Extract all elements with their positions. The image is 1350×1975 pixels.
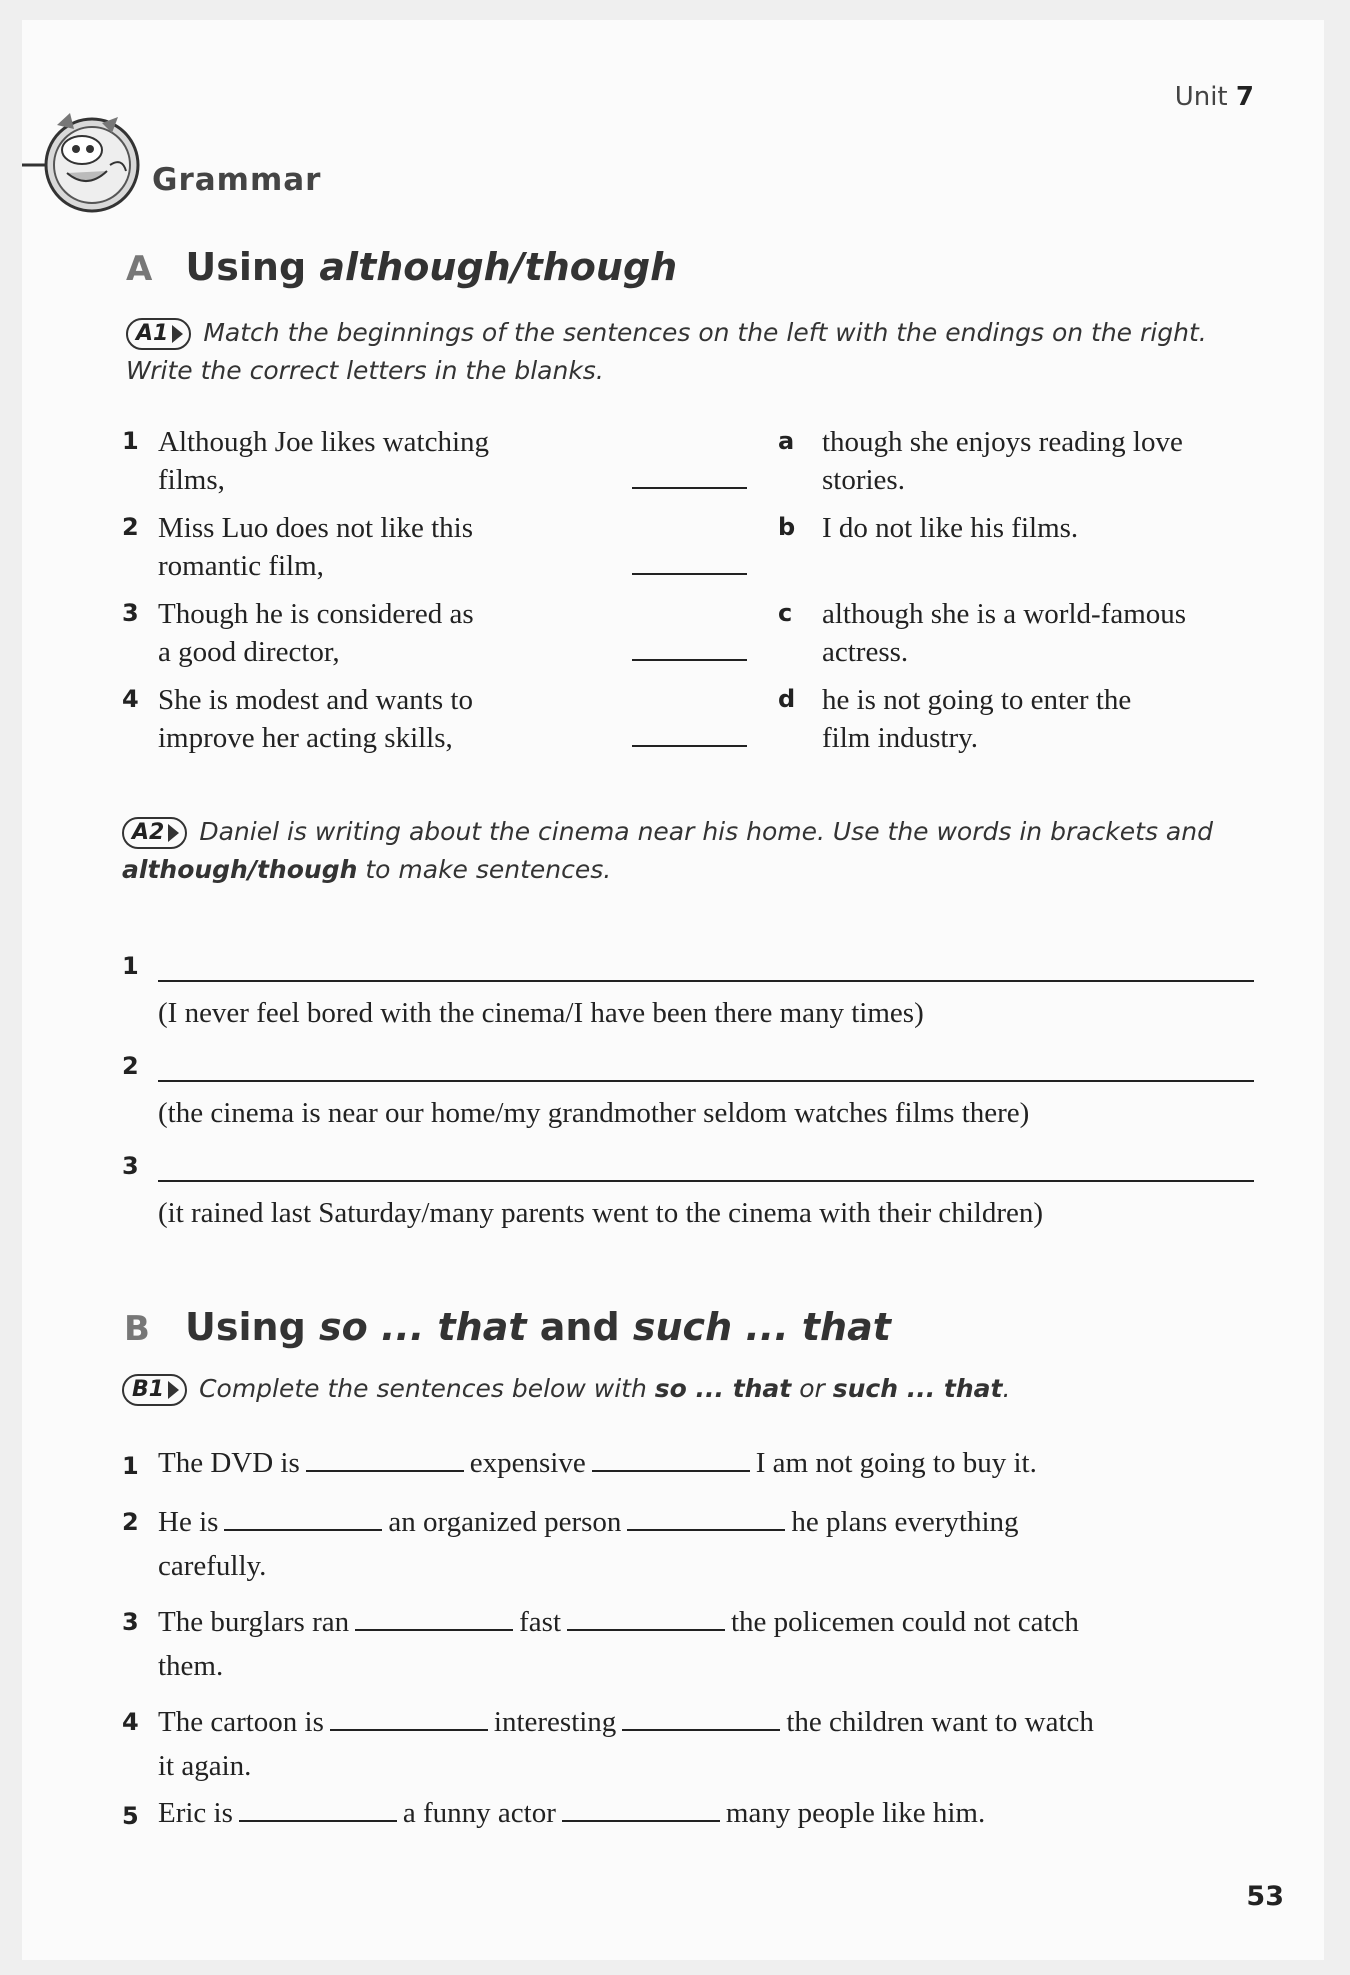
a2-instruction-rest: to make sentences. bbox=[357, 855, 612, 884]
a2-hint: (the cinema is near our home/my grandmother seldom watches films there) bbox=[158, 1097, 1030, 1129]
a1-instruction-line1: Match the beginnings of the sentences on the left with the endings on the right. bbox=[203, 318, 1207, 347]
section-b-heading-part: and bbox=[526, 1305, 633, 1349]
play-icon bbox=[172, 325, 183, 343]
b1-badge: B1 bbox=[122, 1374, 187, 1406]
item-number: 1 bbox=[122, 952, 139, 980]
item-number: 5 bbox=[122, 1802, 139, 1830]
item-text: fast bbox=[519, 1606, 561, 1638]
item-letter: d bbox=[778, 685, 796, 713]
grammar-mascot-icon bbox=[22, 105, 152, 215]
b1-instruction-part: or bbox=[791, 1374, 833, 1403]
section-a-heading-prefix: Using bbox=[185, 245, 320, 289]
unit-text: Unit bbox=[1174, 82, 1228, 112]
a2-instruction-line1: Daniel is writing about the cinema near his home. Use the words in brackets and bbox=[199, 817, 1213, 846]
item-text: The cartoon is bbox=[158, 1706, 324, 1738]
workbook-page bbox=[22, 20, 1324, 1960]
a1-answer-blank-4[interactable] bbox=[632, 745, 747, 747]
unit-label bbox=[1175, 82, 1254, 112]
item-number: 2 bbox=[122, 1052, 139, 1080]
item-text: them. bbox=[158, 1650, 224, 1682]
a2-answer-line-2[interactable] bbox=[158, 1078, 1254, 1082]
item-number: 1 bbox=[122, 427, 139, 455]
section-b-heading bbox=[124, 1305, 891, 1349]
item-text: though she enjoys reading love bbox=[822, 426, 1183, 458]
item-text: He is bbox=[158, 1506, 219, 1538]
item-text: expensive bbox=[469, 1447, 586, 1479]
item-text: an organized person bbox=[388, 1506, 622, 1538]
section-b-heading-part: such ... that bbox=[632, 1305, 891, 1349]
a2-answer-line-1[interactable] bbox=[158, 978, 1254, 982]
b1-instructions bbox=[122, 1370, 1010, 1408]
item-number: 3 bbox=[122, 599, 139, 627]
item-text: She is modest and wants to bbox=[158, 684, 473, 716]
item-text: it again. bbox=[158, 1750, 252, 1782]
a2-instructions bbox=[122, 813, 1262, 889]
item-text: a good director, bbox=[158, 636, 340, 668]
section-a-heading-italic: although/though bbox=[319, 245, 678, 289]
a1-answer-blank-1[interactable] bbox=[632, 487, 747, 489]
section-title: Grammar bbox=[152, 162, 322, 198]
item-text: a funny actor bbox=[402, 1797, 556, 1829]
item-text: Eric is bbox=[158, 1797, 233, 1829]
item-text: Though he is considered as bbox=[158, 598, 474, 630]
item-text: although she is a world-famous bbox=[822, 598, 1187, 630]
item-number: 3 bbox=[122, 1152, 139, 1180]
a1-answer-blank-3[interactable] bbox=[632, 659, 747, 661]
a2-hint: (I never feel bored with the cinema/I have been there many times) bbox=[158, 997, 924, 1029]
item-text: interesting bbox=[493, 1706, 617, 1738]
a2-badge: A2 bbox=[122, 817, 187, 849]
item-text: films, bbox=[158, 464, 225, 496]
b1-instruction-bold: so ... that bbox=[654, 1374, 792, 1403]
unit-number: 7 bbox=[1235, 82, 1254, 112]
b1-instruction-part: . bbox=[1002, 1374, 1011, 1403]
b1-instruction-part: Complete the sentences below with bbox=[199, 1374, 655, 1403]
section-b-heading-part: so ... that bbox=[319, 1305, 527, 1349]
item-text: the children want to watch bbox=[786, 1706, 1094, 1738]
item-number: 4 bbox=[122, 685, 139, 713]
item-text: carefully. bbox=[158, 1550, 267, 1582]
item-text: The DVD is bbox=[158, 1447, 300, 1479]
section-a-heading bbox=[126, 245, 677, 289]
play-icon bbox=[168, 824, 179, 842]
item-text: The burglars ran bbox=[158, 1606, 350, 1638]
item-number: 2 bbox=[122, 513, 139, 541]
item-text: film industry. bbox=[822, 722, 979, 754]
item-letter: b bbox=[778, 513, 796, 541]
item-text: actress. bbox=[822, 636, 909, 668]
play-icon bbox=[168, 1381, 179, 1399]
item-text: improve her acting skills, bbox=[158, 722, 453, 754]
item-number: 4 bbox=[122, 1708, 139, 1736]
item-text: romantic film, bbox=[158, 550, 324, 582]
a1-instruction-line2: Write the correct letters in the blanks. bbox=[126, 356, 604, 385]
a1-badge: A1 bbox=[126, 318, 191, 350]
fill-blank[interactable] bbox=[567, 1605, 725, 1631]
item-text: many people like him. bbox=[725, 1797, 986, 1829]
fill-blank[interactable] bbox=[622, 1705, 780, 1731]
item-text: I do not like his films. bbox=[822, 512, 1079, 544]
item-letter: c bbox=[778, 599, 793, 627]
a1-answer-blank-2[interactable] bbox=[632, 573, 747, 575]
item-number: 2 bbox=[122, 1508, 139, 1536]
a2-hint: (it rained last Saturday/many parents went to the cinema with their children) bbox=[158, 1197, 1044, 1229]
fill-blank[interactable] bbox=[330, 1705, 488, 1731]
item-text: he is not going to enter the bbox=[822, 684, 1132, 716]
a2-answer-line-3[interactable] bbox=[158, 1178, 1254, 1182]
item-text: I am not going to buy it. bbox=[755, 1447, 1037, 1479]
fill-blank[interactable] bbox=[239, 1796, 397, 1822]
section-b-letter: B bbox=[124, 1309, 150, 1349]
page-number: 53 bbox=[1246, 1881, 1284, 1912]
fill-blank[interactable] bbox=[627, 1505, 785, 1531]
fill-blank[interactable] bbox=[592, 1446, 750, 1472]
fill-blank[interactable] bbox=[355, 1605, 513, 1631]
item-number: 1 bbox=[122, 1452, 139, 1480]
item-text: Miss Luo does not like this bbox=[158, 512, 473, 544]
fill-blank[interactable] bbox=[306, 1446, 464, 1472]
item-text: he plans everything bbox=[791, 1506, 1019, 1538]
a1-instructions bbox=[126, 314, 1256, 390]
item-number: 3 bbox=[122, 1608, 139, 1636]
b1-instruction-bold: such ... that bbox=[832, 1374, 1003, 1403]
item-text: the policemen could not catch bbox=[731, 1606, 1079, 1638]
item-letter: a bbox=[778, 427, 795, 455]
fill-blank[interactable] bbox=[562, 1796, 720, 1822]
item-text: Although Joe likes watching bbox=[158, 426, 490, 458]
a2-instruction-bold: although/though bbox=[122, 855, 358, 884]
section-a-letter: A bbox=[126, 249, 153, 289]
section-b-heading-part: Using bbox=[185, 1305, 319, 1349]
fill-blank[interactable] bbox=[224, 1505, 382, 1531]
item-text: stories. bbox=[822, 464, 905, 496]
